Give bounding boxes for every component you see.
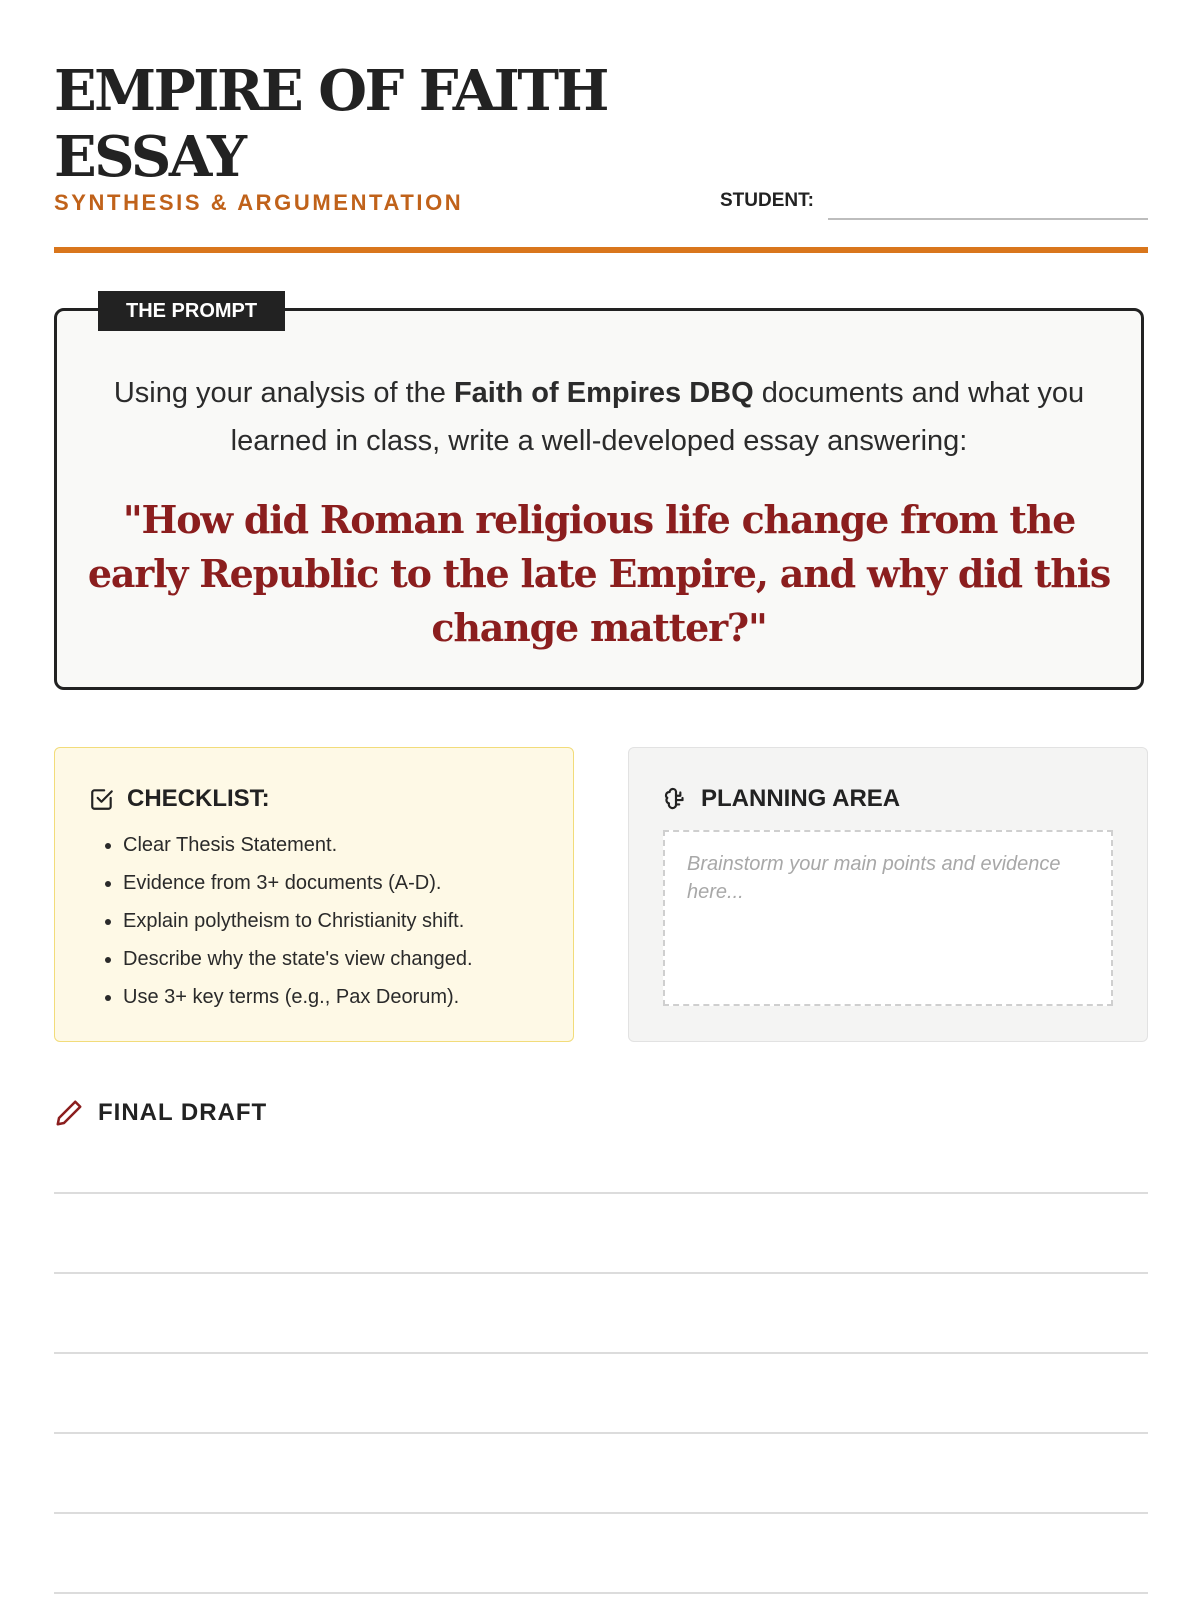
pen-icon (54, 1098, 84, 1128)
writing-line[interactable] (54, 1592, 1148, 1594)
list-item: • Use 3+ key terms (e.g., Pax Deorum). (123, 978, 473, 1016)
prompt-box (54, 308, 1144, 690)
planning-card (628, 747, 1148, 1042)
prompt-question: "How did Roman religious life change from the early Republic to the late Empire, and why did this change matter?" (87, 497, 1111, 650)
checklist-header (89, 784, 270, 814)
prompt-intro (97, 369, 1101, 465)
student-label: STUDENT: (720, 190, 814, 211)
checklist-card (54, 747, 574, 1042)
brainstorm-area[interactable]: Brainstorm your main points and evidence here... (663, 830, 1113, 1006)
prompt-tab-label: THE PROMPT (98, 291, 285, 331)
writing-line[interactable] (54, 1352, 1148, 1354)
header-divider (54, 247, 1148, 253)
list-item: • Describe why the state's view changed. (123, 940, 473, 978)
checklist-heading: CHECKLIST: (127, 785, 270, 812)
checklist-list (89, 826, 473, 1016)
writing-line[interactable] (54, 1272, 1148, 1274)
writing-line[interactable] (54, 1192, 1148, 1194)
brain-icon (663, 786, 689, 812)
prompt-intro-text: Using your analysis of the (113, 377, 454, 409)
final-draft-heading: FINAL DRAFT (98, 1099, 268, 1126)
student-name-field[interactable] (828, 218, 1148, 220)
page-subtitle: SYNTHESIS & ARGUMENTATION (54, 190, 464, 215)
writing-line[interactable] (54, 1512, 1148, 1514)
prompt-intro-text-end: documents and what you learned in class, write a well-developed essay answering: (230, 377, 1085, 457)
planning-header (663, 784, 900, 814)
checkbox-icon (89, 786, 115, 812)
planning-heading: PLANNING AREA (701, 785, 901, 812)
list-item: • Clear Thesis Statement. (123, 826, 473, 864)
writing-line[interactable] (54, 1432, 1148, 1434)
list-item: • Evidence from 3+ documents (A-D). (123, 864, 473, 902)
worksheet-page (54, 0, 1148, 1600)
prompt-intro-bold: Faith of Empires DBQ (453, 377, 754, 409)
final-draft-header (54, 1096, 267, 1130)
page-title: EMPIRE OF FAITH ESSAY (54, 58, 607, 190)
list-item: • Explain polytheism to Christianity shift. (123, 902, 473, 940)
